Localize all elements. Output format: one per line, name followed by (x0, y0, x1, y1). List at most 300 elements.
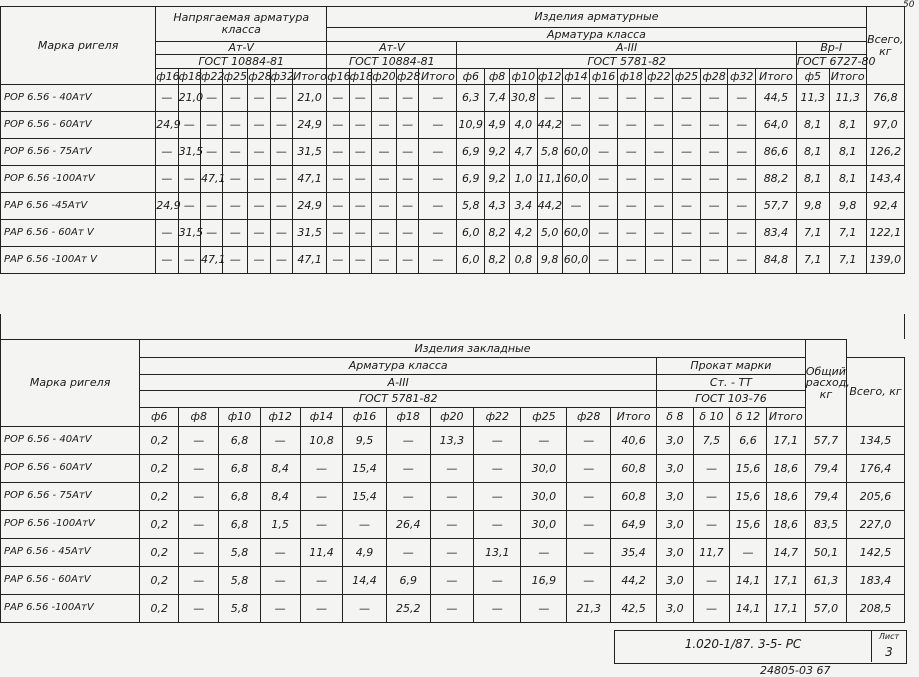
value-cell: — (645, 166, 673, 193)
value-cell: — (386, 539, 430, 567)
value-cell: — (223, 166, 248, 193)
value-cell: 7,5 (693, 427, 730, 455)
class-vr1: Вр-I (796, 42, 866, 55)
sheet-box (871, 631, 906, 662)
value-cell: — (474, 455, 521, 483)
beam-mark: РАР 6.56 -100АтV (1, 595, 140, 623)
value-cell: 10,9 (457, 112, 485, 139)
value-cell: 21,0 (178, 85, 200, 112)
value-cell: — (474, 511, 521, 539)
value-cell: — (371, 85, 396, 112)
value-cell: 31,5 (293, 220, 327, 247)
class-header: Арматура класса (327, 28, 866, 42)
value-cell: — (270, 139, 292, 166)
value-cell: 0,8 (510, 247, 538, 274)
value-cell: — (430, 483, 474, 511)
diameter-header: ф32 (728, 69, 756, 85)
diameter-header: ф20 (430, 408, 474, 427)
value-cell: — (156, 166, 178, 193)
value-cell: — (474, 483, 521, 511)
value-cell: — (673, 112, 701, 139)
beam-mark: РОР 6.56 - 60АтV (1, 112, 156, 139)
diameter-header: ф14 (300, 408, 342, 427)
diameter-header: ф25 (223, 69, 247, 83)
value-cell: 6,9 (457, 166, 485, 193)
value-cell: 92,4 (866, 193, 904, 220)
table-row (1, 112, 905, 139)
value-cell: 6,6 (730, 427, 767, 455)
value-cell: 3,0 (657, 455, 694, 483)
value-cell: — (327, 220, 349, 247)
value-cell: — (371, 247, 396, 274)
value-cell: — (349, 112, 371, 139)
value-cell: — (260, 539, 300, 567)
value-cell: 8,4 (260, 455, 300, 483)
value-cell: — (386, 483, 430, 511)
value-cell: — (386, 427, 430, 455)
thickness-header: Итого (766, 408, 805, 427)
beam-mark: РОР 6.56 - 75АтV (1, 139, 156, 166)
sheet-label: Лист (878, 632, 900, 641)
value-cell: 6,8 (219, 455, 260, 483)
value-cell: — (673, 85, 701, 112)
value-cell: 30,0 (521, 511, 567, 539)
value-cell: — (419, 193, 457, 220)
value-cell: 6,9 (457, 139, 485, 166)
value-cell: — (567, 427, 611, 455)
table-row (1, 85, 905, 112)
diameter-header: ф16 (327, 69, 351, 83)
value-cell: 17,1 (766, 567, 805, 595)
value-cell: 14,4 (343, 567, 387, 595)
diameter-header: ф12 (260, 408, 300, 427)
value-cell: — (200, 139, 222, 166)
value-cell: 9,8 (796, 193, 829, 220)
value-cell: — (419, 85, 457, 112)
value-cell: 3,0 (657, 595, 694, 623)
products-header: Изделия арматурные (327, 7, 866, 28)
value-cell: — (419, 112, 457, 139)
value-cell: 21,0 (293, 85, 327, 112)
value-cell: 0,2 (140, 483, 179, 511)
value-cell: 8,4 (260, 483, 300, 511)
diameter-header: ф8 (179, 408, 219, 427)
value-cell: — (371, 112, 396, 139)
value-cell: 86,6 (756, 139, 797, 166)
value-cell: — (617, 193, 645, 220)
value-cell: 0,2 (140, 595, 179, 623)
value-cell: — (700, 85, 728, 112)
value-cell: — (179, 427, 219, 455)
value-cell: 143,4 (866, 166, 904, 193)
value-cell: — (700, 166, 728, 193)
diameter-header: ф18 (617, 69, 645, 85)
value-cell: 24,9 (156, 193, 178, 220)
value-cell: — (349, 166, 371, 193)
value-cell: — (693, 511, 730, 539)
value-cell: 18,6 (766, 455, 805, 483)
diameter-header: ф18 (386, 408, 430, 427)
value-cell: 76,8 (866, 85, 904, 112)
value-cell: 64,9 (611, 511, 657, 539)
value-cell: 15,4 (343, 483, 387, 511)
value-cell: — (179, 455, 219, 483)
table-row (1, 539, 905, 567)
class-atv-1: Ат-V (156, 42, 327, 55)
value-cell: — (617, 85, 645, 112)
value-cell: 10,8 (300, 427, 342, 455)
value-cell: — (617, 139, 645, 166)
value-cell: — (270, 85, 292, 112)
value-cell: 3,4 (510, 193, 538, 220)
value-cell: — (270, 166, 292, 193)
value-cell: — (474, 427, 521, 455)
diameter-header: ф25 (673, 69, 701, 85)
value-cell: — (700, 247, 728, 274)
value-cell: — (567, 539, 611, 567)
value-cell: — (223, 247, 248, 274)
value-cell: — (673, 166, 701, 193)
table-row (1, 567, 905, 595)
value-cell: 18,6 (766, 483, 805, 511)
value-cell: — (179, 567, 219, 595)
value-cell: 9,8 (829, 193, 866, 220)
diameter-header: Итого (293, 69, 327, 83)
value-cell: 5,0 (537, 220, 562, 247)
value-cell: 47,1 (293, 247, 327, 274)
value-cell: 11,3 (829, 85, 866, 112)
value-cell: 83,5 (805, 511, 846, 539)
value-cell: 8,1 (796, 112, 829, 139)
value-cell: 57,7 (756, 193, 797, 220)
value-cell: — (156, 247, 178, 274)
diameter-header: ф18 (349, 69, 374, 83)
diameter-header: ф16 (156, 69, 180, 83)
thickness-header: δ 10 (693, 408, 730, 427)
diameter-header: ф28 (567, 408, 611, 427)
value-cell: 8,1 (829, 112, 866, 139)
value-cell: 24,9 (156, 112, 178, 139)
value-cell: — (419, 139, 457, 166)
table-row (1, 166, 905, 193)
value-cell: — (537, 85, 562, 112)
value-cell: — (300, 595, 342, 623)
value-cell: — (645, 247, 673, 274)
value-cell: — (617, 220, 645, 247)
value-cell: 6,9 (386, 567, 430, 595)
value-cell: 5,8 (537, 139, 562, 166)
value-cell: — (248, 247, 270, 274)
value-cell: 21,3 (567, 595, 611, 623)
value-cell: — (270, 220, 292, 247)
value-cell: — (200, 220, 222, 247)
value-cell: — (617, 166, 645, 193)
value-cell: — (327, 85, 349, 112)
value-cell: — (223, 85, 248, 112)
reinforcement-products-table (0, 6, 905, 274)
value-cell: — (562, 112, 590, 139)
value-cell: 5,8 (457, 193, 485, 220)
value-cell: — (567, 483, 611, 511)
value-cell: — (270, 112, 292, 139)
diameter-header: ф16 (343, 408, 387, 427)
value-cell: 7,1 (796, 247, 829, 274)
value-cell: — (396, 220, 418, 247)
value-cell: — (590, 166, 618, 193)
value-cell: — (728, 220, 756, 247)
value-cell: — (590, 193, 618, 220)
diameter-header: ф12 (537, 69, 562, 83)
value-cell: — (700, 112, 728, 139)
value-cell: — (396, 112, 418, 139)
value-cell: — (200, 112, 222, 139)
diameter-header: ф6 (457, 69, 485, 85)
value-cell: — (327, 112, 349, 139)
beam-mark: РАР 6.56 - 45АтV (1, 539, 140, 567)
value-cell: — (728, 193, 756, 220)
value-cell: — (590, 139, 618, 166)
table-row (1, 455, 905, 483)
value-cell: 61,3 (805, 567, 846, 595)
value-cell: 3,0 (657, 483, 694, 511)
value-cell: 44,2 (611, 567, 657, 595)
standard-4: ГОСТ 6727-80 (796, 54, 876, 68)
diameter-header: ф22 (645, 69, 673, 85)
value-cell: 176,4 (847, 455, 905, 483)
value-cell: 6,8 (219, 427, 260, 455)
value-cell: — (728, 112, 756, 139)
value-cell: 4,3 (485, 193, 510, 220)
value-cell: 57,7 (805, 427, 846, 455)
value-cell: 4,0 (510, 112, 538, 139)
class-a3: А-III (457, 42, 796, 55)
value-cell: — (617, 112, 645, 139)
value-cell: 4,9 (485, 112, 510, 139)
value-cell: 0,2 (140, 427, 179, 455)
value-cell: 0,2 (140, 567, 179, 595)
standard-3: ГОСТ 5781-82 (457, 55, 796, 69)
diameter-header: ф25 (521, 408, 567, 427)
standard-1: ГОСТ 5781-82 (140, 391, 657, 408)
value-cell: — (349, 247, 371, 274)
value-cell: 44,5 (756, 85, 797, 112)
diameter-header: ф32 (270, 69, 295, 83)
value-cell: 26,4 (386, 511, 430, 539)
value-cell: — (343, 595, 387, 623)
value-cell: 8,2 (485, 247, 510, 274)
beam-mark: РОР 6.56 - 40АтV (1, 85, 156, 112)
class-a3: А-III (140, 375, 657, 391)
title-block (614, 630, 907, 664)
value-cell: 25,2 (386, 595, 430, 623)
value-cell: 9,2 (485, 139, 510, 166)
diameter-header: Итого (756, 69, 797, 85)
standard-2: ГОСТ 103-76 (657, 391, 806, 408)
value-cell: — (430, 539, 474, 567)
value-cell: 6,0 (457, 220, 485, 247)
value-cell: 31,5 (178, 139, 200, 166)
value-cell: 44,2 (537, 112, 562, 139)
value-cell: — (200, 85, 222, 112)
diameter-header: ф28 (700, 69, 728, 85)
value-cell: 14,7 (766, 539, 805, 567)
diameter-header: ф6 (140, 408, 179, 427)
diameter-header: ф28 (248, 69, 272, 83)
value-cell: 24,9 (293, 193, 327, 220)
diameter-header: ф18 (178, 69, 202, 83)
prestressed-header: Напрягаемая арматура класса (156, 7, 327, 42)
value-cell: — (327, 139, 349, 166)
rolled-header: Прокат марки (657, 358, 806, 375)
value-cell: — (728, 139, 756, 166)
table-row (1, 595, 905, 623)
value-cell: 5,8 (219, 539, 260, 567)
value-cell: 84,8 (756, 247, 797, 274)
value-cell: 14,1 (730, 567, 767, 595)
diameter-header: ф10 (510, 69, 538, 85)
value-cell: — (419, 166, 457, 193)
value-cell: 42,5 (611, 595, 657, 623)
value-cell: — (700, 193, 728, 220)
table-row (1, 139, 905, 166)
value-cell: 57,0 (805, 595, 846, 623)
value-cell: 15,6 (730, 511, 767, 539)
value-cell: 47,1 (293, 166, 327, 193)
standard-1: ГОСТ 10884-81 (156, 55, 327, 69)
value-cell: 6,8 (219, 511, 260, 539)
value-cell: 6,8 (219, 483, 260, 511)
value-cell: 60,0 (562, 220, 590, 247)
value-cell: 11,4 (300, 539, 342, 567)
value-cell: 17,1 (766, 427, 805, 455)
value-cell: 47,1 (200, 247, 222, 274)
value-cell: — (562, 193, 590, 220)
value-cell: 30,0 (521, 483, 567, 511)
value-cell: — (178, 247, 200, 274)
value-cell: 205,6 (847, 483, 905, 511)
value-cell: — (349, 193, 371, 220)
value-cell: — (419, 220, 457, 247)
value-cell: 44,2 (537, 193, 562, 220)
value-cell: 24,9 (293, 112, 327, 139)
value-cell: — (260, 595, 300, 623)
beam-mark: РОР 6.56 - 40АтV (1, 427, 140, 455)
table-row (1, 427, 905, 455)
value-cell: 40,6 (611, 427, 657, 455)
value-cell: 79,4 (805, 455, 846, 483)
value-cell: — (178, 166, 200, 193)
value-cell: — (728, 166, 756, 193)
corner-note: 50 (903, 0, 915, 10)
value-cell: — (248, 112, 270, 139)
value-cell: 126,2 (866, 139, 904, 166)
value-cell: — (693, 595, 730, 623)
value-cell: 8,1 (796, 139, 829, 166)
value-cell: 15,6 (730, 483, 767, 511)
value-cell: 1,0 (510, 166, 538, 193)
standard-2: ГОСТ 10884-81 (327, 55, 457, 69)
value-cell: 88,2 (756, 166, 797, 193)
value-cell: 4,9 (343, 539, 387, 567)
value-cell: 30,0 (521, 455, 567, 483)
value-cell: — (430, 595, 474, 623)
value-cell: 60,8 (611, 483, 657, 511)
value-cell: 7,1 (829, 247, 866, 274)
value-cell: 64,0 (756, 112, 797, 139)
value-cell: 134,5 (847, 427, 905, 455)
value-cell: — (270, 193, 292, 220)
value-cell: — (178, 112, 200, 139)
value-cell: 9,8 (537, 247, 562, 274)
value-cell: 7,1 (829, 220, 866, 247)
value-cell: 47,1 (200, 166, 222, 193)
table-row (1, 247, 905, 274)
value-cell: 183,4 (847, 567, 905, 595)
value-cell: 8,2 (485, 220, 510, 247)
value-cell: — (248, 85, 270, 112)
value-cell: — (728, 247, 756, 274)
beam-mark: РОР 6.56 -100АтV (1, 166, 156, 193)
beam-mark: РОР 6.56 - 60АтV (1, 455, 140, 483)
value-cell: — (223, 220, 248, 247)
value-cell: — (300, 567, 342, 595)
value-cell: — (179, 539, 219, 567)
value-cell: — (386, 455, 430, 483)
value-cell: 0,2 (140, 511, 179, 539)
value-cell: — (260, 427, 300, 455)
beam-mark: РАР 6.56 - 60Ат V (1, 220, 156, 247)
diameter-header: Итого (611, 408, 657, 427)
value-cell: — (327, 166, 349, 193)
value-cell: — (200, 193, 222, 220)
diameter-header: ф20 (372, 69, 396, 83)
diameter-header: ф8 (485, 69, 510, 85)
diameter-header: ф5 (796, 69, 829, 85)
value-cell: — (693, 483, 730, 511)
value-cell: — (645, 139, 673, 166)
class-header: Арматура класса (140, 358, 657, 375)
value-cell: — (327, 247, 349, 274)
value-cell: 31,5 (293, 139, 327, 166)
beam-mark: РОР 6.56 - 75АтV (1, 483, 140, 511)
diameter-header: ф10 (219, 408, 260, 427)
value-cell: 79,4 (805, 483, 846, 511)
value-cell: — (430, 567, 474, 595)
value-cell: 9,2 (485, 166, 510, 193)
value-cell: — (349, 220, 371, 247)
value-cell: — (260, 567, 300, 595)
value-cell: — (521, 539, 567, 567)
diameter-header: ф28 (396, 69, 421, 83)
beam-mark: РАР 6.56 -45АтV (1, 193, 156, 220)
value-cell: — (700, 220, 728, 247)
value-cell: — (474, 567, 521, 595)
value-cell: — (617, 247, 645, 274)
value-cell: — (396, 247, 418, 274)
thickness-header: δ 8 (657, 408, 694, 427)
value-cell: 16,9 (521, 567, 567, 595)
value-cell: 7,1 (796, 220, 829, 247)
table-row (1, 193, 905, 220)
value-cell: 83,4 (756, 220, 797, 247)
value-cell: 13,1 (474, 539, 521, 567)
value-cell: — (179, 595, 219, 623)
archive-code: 24805-03 67 (760, 664, 831, 677)
value-cell: — (396, 139, 418, 166)
drawing-code: 1.020-1/87. 3-5- РС (684, 637, 802, 651)
value-cell: 5,8 (219, 595, 260, 623)
value-cell: — (223, 112, 248, 139)
